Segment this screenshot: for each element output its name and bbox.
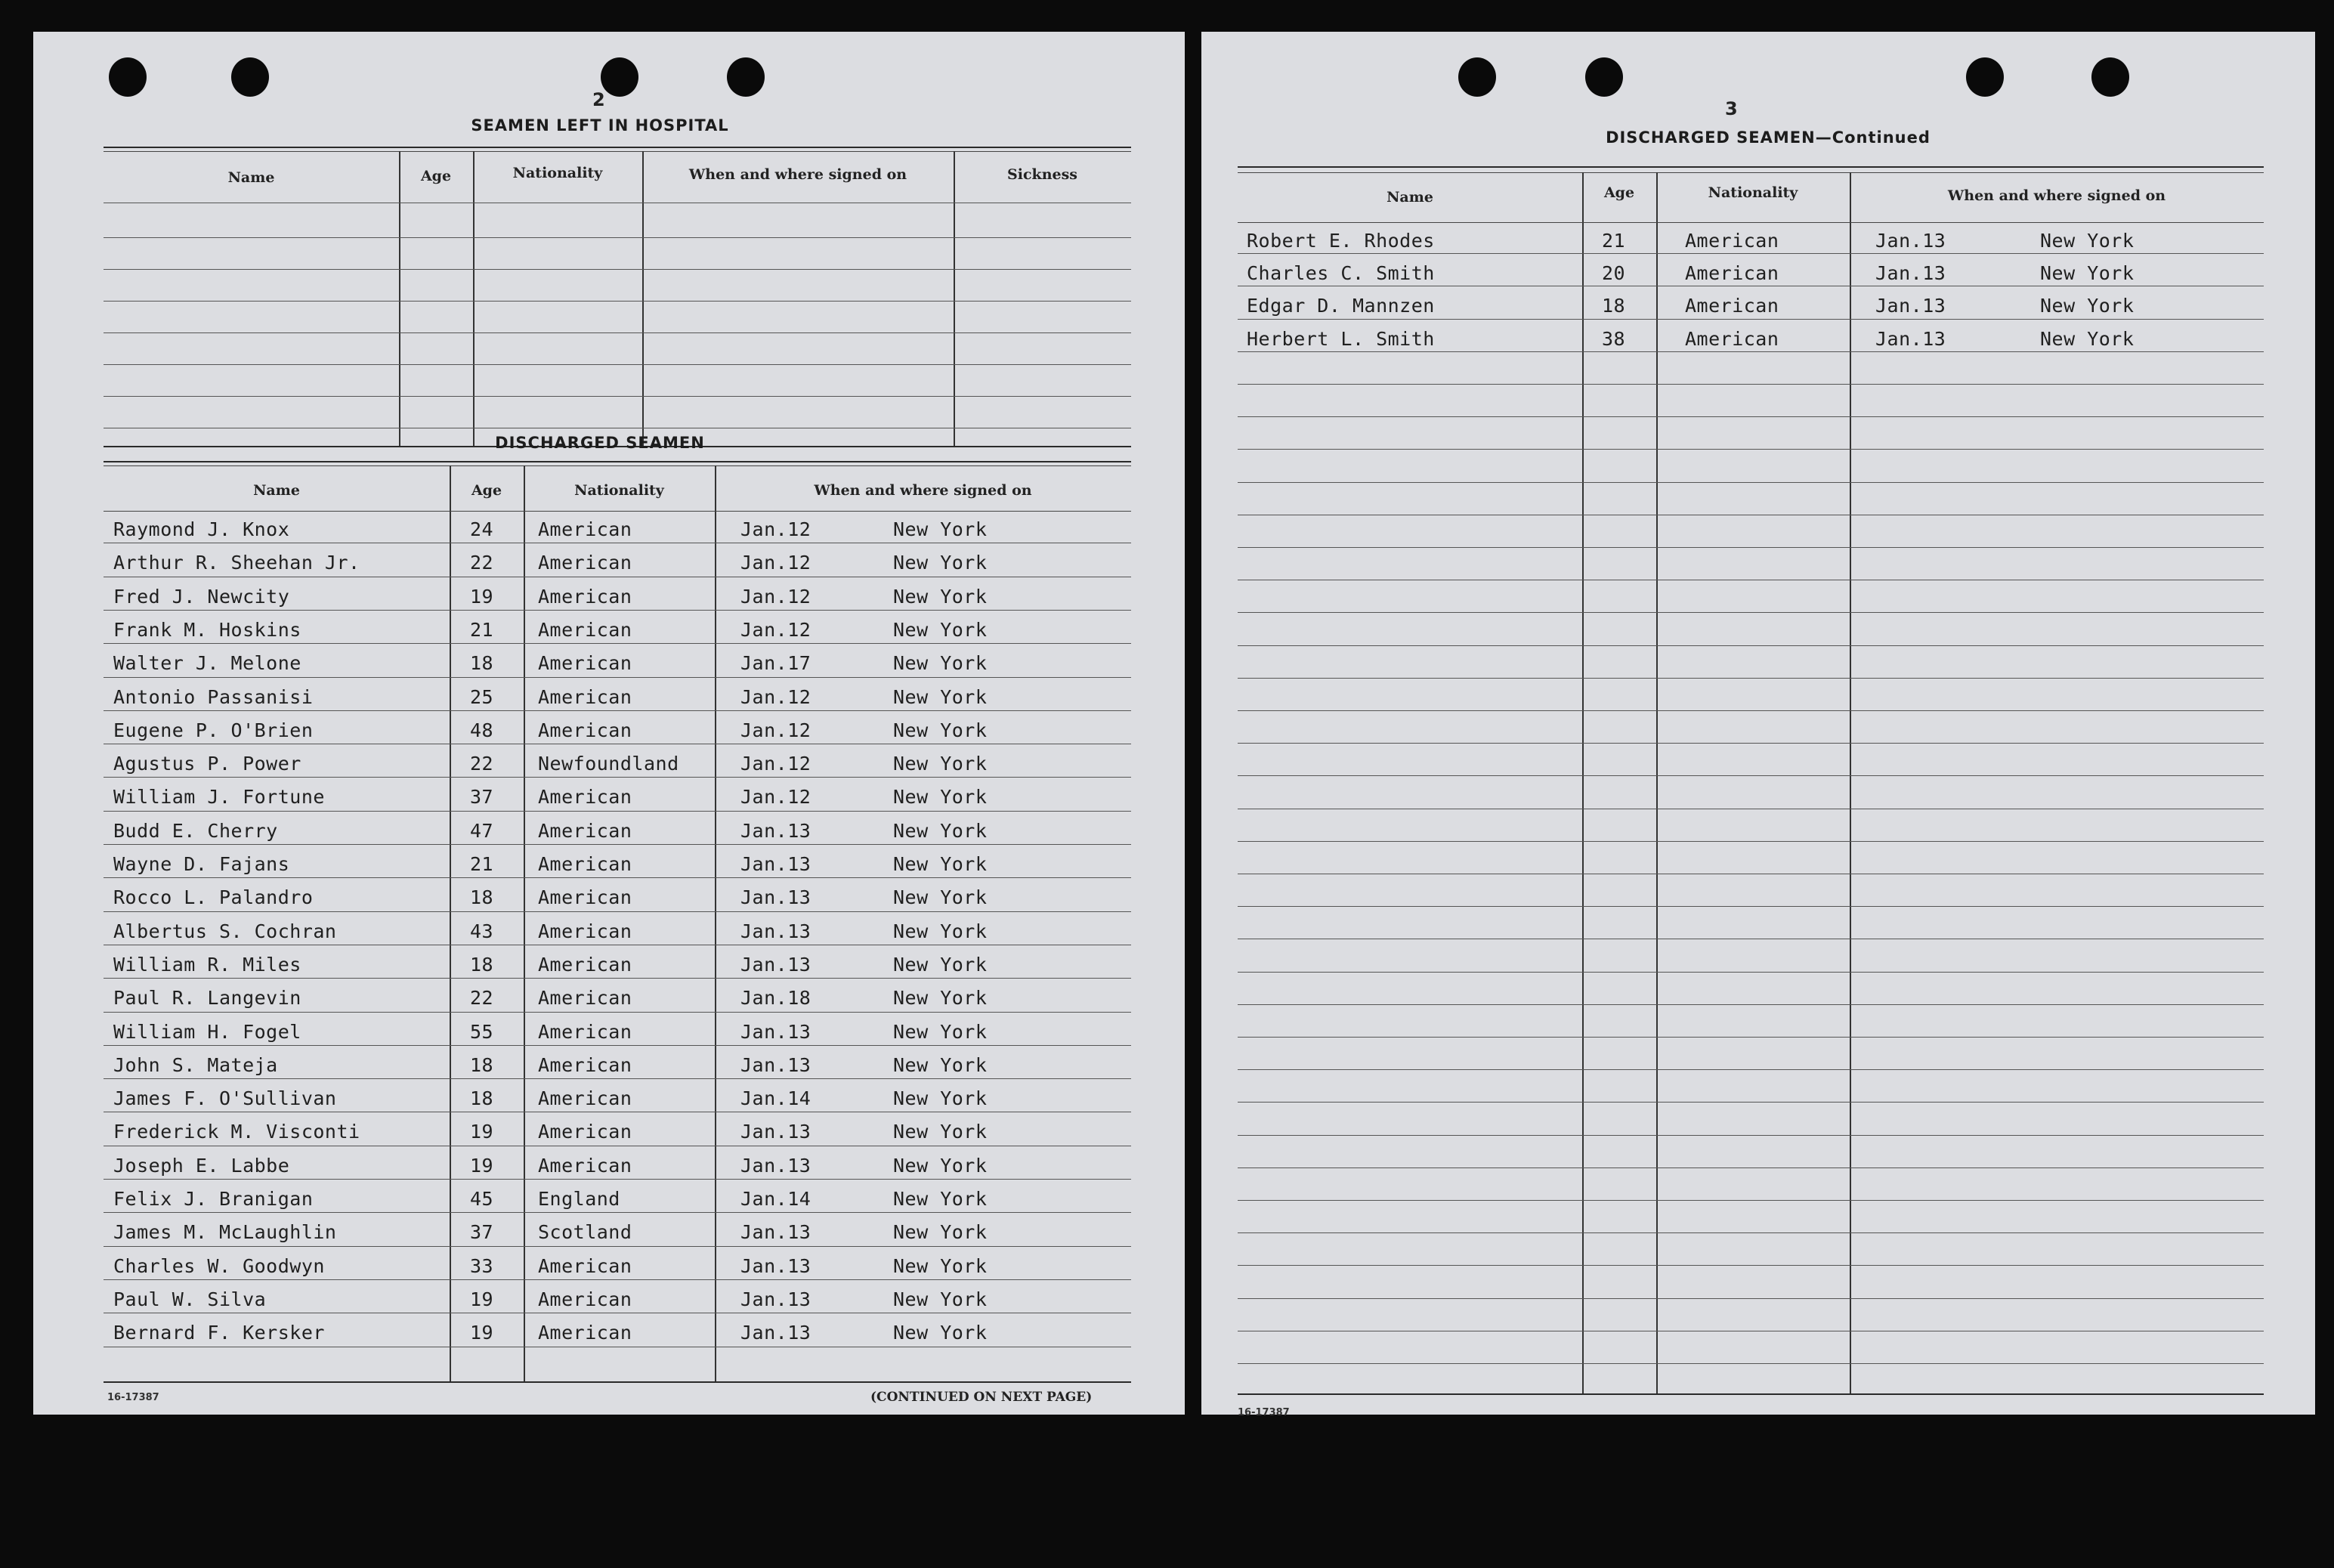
seaman-name: John S. Mateja xyxy=(113,1053,278,1076)
signed-on-date: Jan.12 xyxy=(740,585,811,608)
seaman-nationality: England xyxy=(538,1188,620,1210)
right-page xyxy=(1201,32,2315,1418)
seaman-name: Edgar D. Mannzen xyxy=(1247,295,1435,317)
signed-on-place: New York xyxy=(893,1020,988,1043)
signed-on-date: Jan.13 xyxy=(1875,295,1946,317)
row-rule xyxy=(104,777,1131,778)
signed-on-place: New York xyxy=(2040,262,2135,285)
signed-on-place: New York xyxy=(2040,327,2135,350)
signed-on-date: Jan.13 xyxy=(1875,262,1946,285)
row-rule xyxy=(1238,547,2264,548)
signed-on-date: Jan.12 xyxy=(740,552,811,574)
signed-on-date: Jan.13 xyxy=(740,1121,811,1143)
seaman-age: 19 xyxy=(470,1322,494,1344)
seaman-name: Walter J. Melone xyxy=(113,652,301,675)
seaman-nationality: American xyxy=(1685,327,1779,350)
column-header: Age xyxy=(420,168,452,184)
seaman-nationality: American xyxy=(1685,262,1779,285)
signed-on-date: Jan.13 xyxy=(740,819,811,842)
seaman-age: 22 xyxy=(470,753,494,775)
seaman-nationality: American xyxy=(538,1288,632,1310)
seaman-nationality: American xyxy=(538,1087,632,1110)
row-rule xyxy=(104,811,1131,812)
column-header: When and where signed on xyxy=(814,482,1032,499)
seaman-name: Joseph E. Labbe xyxy=(113,1154,290,1177)
column-header: Age xyxy=(1603,184,1635,201)
signed-on-place: New York xyxy=(893,685,988,708)
column-header: Name xyxy=(227,169,275,186)
seaman-nationality: American xyxy=(538,920,632,942)
seaman-age: 18 xyxy=(1602,295,1626,317)
punch-hole xyxy=(1966,57,2004,97)
row-rule xyxy=(104,978,1131,979)
signed-on-date: Jan.13 xyxy=(740,1020,811,1043)
row-rule xyxy=(1238,678,2264,679)
seaman-name: Rocco L. Palandro xyxy=(113,886,314,909)
signed-on-date: Jan.13 xyxy=(740,1288,811,1310)
signed-on-place: New York xyxy=(893,1221,988,1244)
signed-on-date: Jan.13 xyxy=(740,1154,811,1177)
seaman-nationality: American xyxy=(538,1154,632,1177)
signed-on-place: New York xyxy=(893,518,988,540)
row-rule xyxy=(1238,1265,2264,1266)
seaman-nationality: American xyxy=(538,585,632,608)
signed-on-date: Jan.13 xyxy=(740,1254,811,1277)
seaman-name: Charles C. Smith xyxy=(1247,262,1435,285)
seaman-name: Eugene P. O'Brien xyxy=(113,719,314,741)
row-rule xyxy=(1238,1167,2264,1168)
row-rule xyxy=(104,844,1131,845)
row-rule xyxy=(1238,416,2264,417)
signed-on-date: Jan.17 xyxy=(740,652,811,675)
seaman-nationality: American xyxy=(538,685,632,708)
seaman-age: 37 xyxy=(470,786,494,809)
signed-on-place: New York xyxy=(893,987,988,1010)
form-number: 16-17387 xyxy=(107,1392,159,1403)
row-rule xyxy=(1238,1232,2264,1233)
seaman-name: Frederick M. Visconti xyxy=(113,1121,360,1143)
seaman-nationality: Scotland xyxy=(538,1221,632,1244)
signed-on-date: Jan.12 xyxy=(740,685,811,708)
seaman-age: 21 xyxy=(470,853,494,875)
row-rule xyxy=(104,1179,1131,1180)
seaman-age: 21 xyxy=(1602,230,1626,252)
row-rule xyxy=(104,911,1131,912)
seaman-nationality: American xyxy=(1685,295,1779,317)
seaman-name: Herbert L. Smith xyxy=(1247,327,1435,350)
seaman-age: 21 xyxy=(470,618,494,641)
row-rule xyxy=(104,643,1131,644)
seaman-name: Albertus S. Cochran xyxy=(113,920,337,942)
column-header: Nationality xyxy=(574,482,664,499)
signed-on-date: Jan.13 xyxy=(740,1221,811,1244)
seaman-age: 19 xyxy=(470,585,494,608)
column-header: Sickness xyxy=(1007,166,1077,183)
seaman-age: 24 xyxy=(470,518,494,540)
row-rule xyxy=(1238,775,2264,776)
form-number: 16-17387 xyxy=(1238,1407,1290,1418)
row-rule xyxy=(1238,972,2264,973)
seaman-name: Charles W. Goodwyn xyxy=(113,1254,325,1277)
seaman-nationality: Newfoundland xyxy=(538,753,679,775)
seaman-age: 47 xyxy=(470,819,494,842)
row-rule xyxy=(104,1246,1131,1247)
seaman-age: 45 xyxy=(470,1188,494,1210)
seaman-nationality: American xyxy=(538,618,632,641)
signed-on-place: New York xyxy=(893,1322,988,1344)
row-rule xyxy=(104,1078,1131,1079)
row-rule xyxy=(104,710,1131,711)
seaman-name: Antonio Passanisi xyxy=(113,685,314,708)
seaman-nationality: American xyxy=(538,1020,632,1043)
signed-on-place: New York xyxy=(893,1188,988,1210)
row-rule xyxy=(1238,351,2264,352)
seaman-name: Frank M. Hoskins xyxy=(113,618,301,641)
signed-on-date: Jan.13 xyxy=(740,1053,811,1076)
punch-hole xyxy=(109,57,147,97)
punch-hole xyxy=(727,57,765,97)
seaman-nationality: American xyxy=(538,819,632,842)
signed-on-place: New York xyxy=(893,618,988,641)
seaman-nationality: American xyxy=(538,552,632,574)
hospital-section-title: SEAMEN LEFT IN HOSPITAL xyxy=(471,116,729,135)
signed-on-date: Jan.12 xyxy=(740,753,811,775)
seaman-nationality: American xyxy=(538,886,632,909)
row-rule xyxy=(1238,612,2264,613)
seaman-nationality: American xyxy=(538,1053,632,1076)
column-header: Name xyxy=(253,482,300,499)
signed-on-date: Jan.13 xyxy=(740,853,811,875)
signed-on-place: New York xyxy=(893,1288,988,1310)
left-page xyxy=(33,32,1185,1415)
seaman-nationality: American xyxy=(538,1322,632,1344)
row-rule xyxy=(1238,1102,2264,1103)
seaman-nationality: American xyxy=(1685,230,1779,252)
row-rule xyxy=(1238,1135,2264,1136)
signed-on-date: Jan.18 xyxy=(740,987,811,1010)
signed-on-date: Jan.12 xyxy=(740,618,811,641)
seaman-age: 19 xyxy=(470,1121,494,1143)
column-header: Name xyxy=(1386,189,1433,206)
signed-on-place: New York xyxy=(893,1053,988,1076)
row-rule xyxy=(1238,710,2264,711)
row-rule xyxy=(1238,1363,2264,1364)
signed-on-place: New York xyxy=(893,786,988,809)
seaman-age: 37 xyxy=(470,1221,494,1244)
signed-on-date: Jan.13 xyxy=(1875,230,1946,252)
seaman-name: Paul W. Silva xyxy=(113,1288,267,1310)
seaman-nationality: American xyxy=(538,953,632,976)
signed-on-place: New York xyxy=(893,853,988,875)
row-rule xyxy=(1238,384,2264,385)
signed-on-date: Jan.14 xyxy=(740,1087,811,1110)
row-rule xyxy=(1238,1200,2264,1201)
seaman-age: 22 xyxy=(470,987,494,1010)
signed-on-date: Jan.12 xyxy=(740,786,811,809)
row-rule xyxy=(104,677,1131,678)
signed-on-place: New York xyxy=(893,819,988,842)
signed-on-place: New York xyxy=(893,886,988,909)
seaman-age: 20 xyxy=(1602,262,1626,285)
row-rule xyxy=(1238,1037,2264,1038)
punch-hole xyxy=(2091,57,2129,97)
seaman-age: 55 xyxy=(470,1020,494,1043)
punch-hole xyxy=(1458,57,1496,97)
page-number: 2 xyxy=(592,89,605,110)
column-header: When and where signed on xyxy=(688,166,907,183)
seaman-name: Fred J. Newcity xyxy=(113,585,290,608)
row-rule xyxy=(104,1045,1131,1046)
signed-on-place: New York xyxy=(893,1254,988,1277)
row-rule xyxy=(1238,1004,2264,1005)
seaman-nationality: American xyxy=(538,1254,632,1277)
seaman-age: 18 xyxy=(470,953,494,976)
seaman-name: Arthur R. Sheehan Jr. xyxy=(113,552,360,574)
signed-on-place: New York xyxy=(893,1154,988,1177)
row-rule xyxy=(1238,1069,2264,1070)
seaman-name: William H. Fogel xyxy=(113,1020,301,1043)
signed-on-date: Jan.13 xyxy=(740,1322,811,1344)
seaman-age: 18 xyxy=(470,1087,494,1110)
signed-on-place: New York xyxy=(893,652,988,675)
row-rule xyxy=(1238,1298,2264,1299)
seaman-age: 48 xyxy=(470,719,494,741)
punch-hole xyxy=(1585,57,1623,97)
seaman-name: Budd E. Cherry xyxy=(113,819,278,842)
seaman-age: 18 xyxy=(470,1053,494,1076)
signed-on-date: Jan.13 xyxy=(740,953,811,976)
seaman-nationality: American xyxy=(538,987,632,1010)
seaman-name: Robert E. Rhodes xyxy=(1247,230,1435,252)
seaman-name: Wayne D. Fajans xyxy=(113,853,290,875)
page-number: 3 xyxy=(1725,98,1738,119)
row-rule xyxy=(1238,449,2264,450)
signed-on-place: New York xyxy=(893,1121,988,1143)
seaman-age: 18 xyxy=(470,652,494,675)
signed-on-place: New York xyxy=(893,920,988,942)
seaman-age: 33 xyxy=(470,1254,494,1277)
row-rule xyxy=(1238,906,2264,907)
column-header: Nationality xyxy=(512,165,603,181)
seaman-age: 19 xyxy=(470,1154,494,1177)
row-rule xyxy=(104,877,1131,878)
row-rule xyxy=(104,1212,1131,1213)
signed-on-place: New York xyxy=(893,585,988,608)
seaman-nationality: American xyxy=(538,518,632,540)
seaman-name: James F. O'Sullivan xyxy=(113,1087,337,1110)
signed-on-date: Jan.14 xyxy=(740,1188,811,1210)
column-header: When and where signed on xyxy=(1947,187,2166,204)
seaman-name: Felix J. Branigan xyxy=(113,1188,314,1210)
signed-on-place: New York xyxy=(893,552,988,574)
row-rule xyxy=(104,1012,1131,1013)
seaman-nationality: American xyxy=(538,652,632,675)
seaman-age: 43 xyxy=(470,920,494,942)
seaman-name: William R. Miles xyxy=(113,953,301,976)
signed-on-place: New York xyxy=(893,719,988,741)
signed-on-date: Jan.12 xyxy=(740,719,811,741)
seaman-nationality: American xyxy=(538,1121,632,1143)
seaman-age: 18 xyxy=(470,886,494,909)
signed-on-date: Jan.13 xyxy=(740,920,811,942)
signed-on-place: New York xyxy=(893,753,988,775)
row-rule xyxy=(1238,319,2264,320)
column-header: Age xyxy=(471,482,502,499)
seaman-age: 38 xyxy=(1602,327,1626,350)
signed-on-place: New York xyxy=(2040,295,2135,317)
seaman-name: Paul R. Langevin xyxy=(113,987,301,1010)
signed-on-place: New York xyxy=(893,1087,988,1110)
signed-on-date: Jan.13 xyxy=(740,886,811,909)
signed-on-date: Jan.12 xyxy=(740,518,811,540)
row-rule xyxy=(104,610,1131,611)
row-rule xyxy=(1238,743,2264,744)
seaman-nationality: American xyxy=(538,719,632,741)
punch-hole xyxy=(231,57,269,97)
column-header: Nationality xyxy=(1708,184,1798,201)
seaman-age: 22 xyxy=(470,552,494,574)
discharged-continued-title: DISCHARGED SEAMEN—Continued xyxy=(1606,128,1931,147)
row-rule xyxy=(1238,253,2264,254)
row-rule xyxy=(1238,841,2264,842)
signed-on-place: New York xyxy=(893,953,988,976)
discharged-section-title: DISCHARGED SEAMEN xyxy=(495,434,705,452)
seaman-age: 19 xyxy=(470,1288,494,1310)
continued-note: (CONTINUED ON NEXT PAGE) xyxy=(870,1390,1093,1405)
seaman-nationality: American xyxy=(538,853,632,875)
signed-on-date: Jan.13 xyxy=(1875,327,1946,350)
row-rule xyxy=(104,1279,1131,1280)
seaman-age: 25 xyxy=(470,685,494,708)
seaman-name: Agustus P. Power xyxy=(113,753,301,775)
signed-on-place: New York xyxy=(2040,230,2135,252)
punch-hole xyxy=(601,57,638,97)
seaman-name: Bernard F. Kersker xyxy=(113,1322,325,1344)
seaman-name: James M. McLaughlin xyxy=(113,1221,337,1244)
row-rule xyxy=(1238,482,2264,483)
seaman-nationality: American xyxy=(538,786,632,809)
row-rule xyxy=(1238,645,2264,646)
seaman-name: Raymond J. Knox xyxy=(113,518,290,540)
seaman-name: William J. Fortune xyxy=(113,786,325,809)
